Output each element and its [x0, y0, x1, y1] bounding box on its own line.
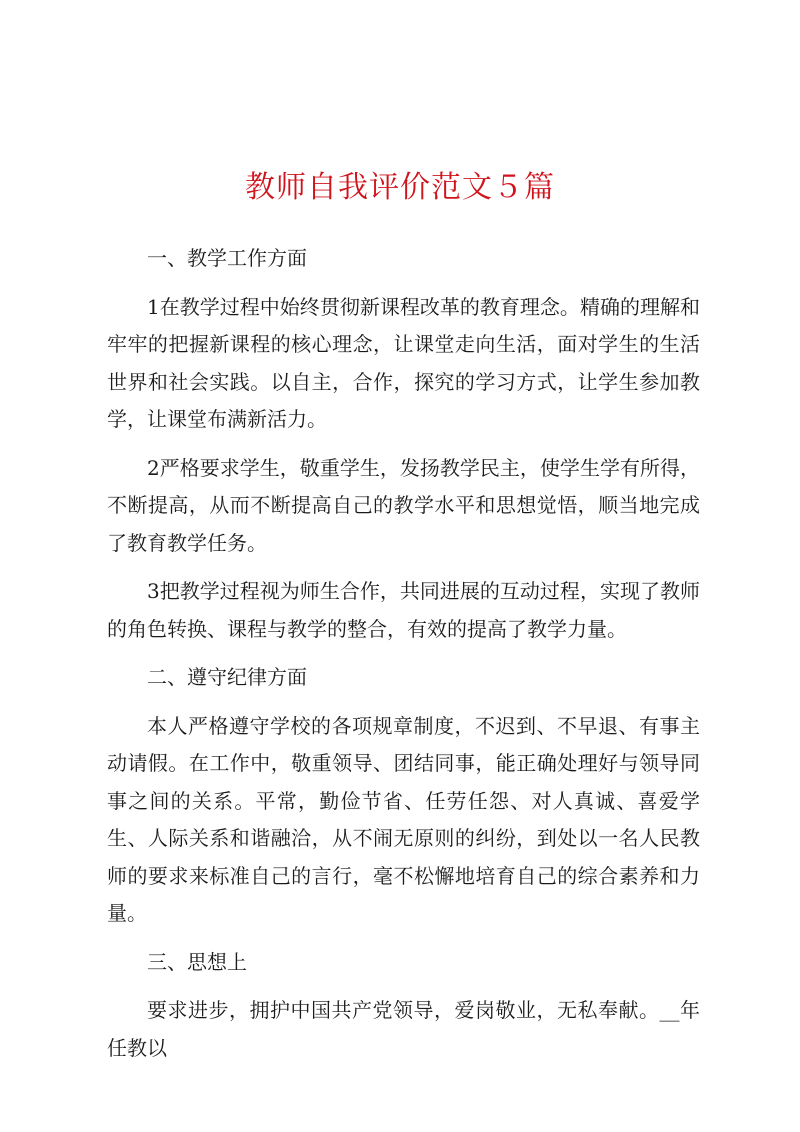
paragraph-teaching-1: 1在教学过程中始终贯彻新课程改革的教育理念。精确的理解和牢牢的把握新课程的核心理念，让课堂走向生活，面对学生的生活世界和社会实践。以自主，合作，探究的学习方式，让学生参加教学，让课堂布满新活力。: [107, 294, 700, 431]
section-heading-teaching: 一、教学工作方面: [147, 246, 307, 270]
paragraph-discipline: 本人严格遵守学校的各项规章制度，不迟到、不早退、有事主动请假。在工作中，敬重领导、团结同事，能正确处理好与领导同事之间的关系。平常，勤俭节省、任劳任怨、对人真诚、喜爱学生、人际关系和谐融洽，从不闹无原则的纠纷，到处以一名人民教师的要求来标准自己的言行，毫不松懈地培育自己的综合素养和力量。: [107, 713, 700, 925]
paragraph-teaching-2: 2严格要求学生，敬重学生，发扬教学民主，使学生学有所得，不断提高，从而不断提高自己的教学水平和思想觉悟，顺当地完成了教育教学任务。: [107, 455, 700, 555]
paragraph-teaching-3: 3把教学过程视为师生合作，共同进展的互动过程，实现了教师的角色转换、课程与教学的整合，有效的提高了教学力量。: [107, 579, 700, 641]
document-title: 教师自我评价范文５篇: [245, 170, 555, 205]
paragraph-thought: 要求进步，拥护中国共产党领导，爱岗敬业，无私奉献。__年任教以: [107, 998, 700, 1060]
document-body: [107, 240, 700, 1078]
section-heading-thought: 三、思想上: [147, 949, 247, 974]
section-heading-discipline: 二、遵守纪律方面: [147, 665, 307, 689]
